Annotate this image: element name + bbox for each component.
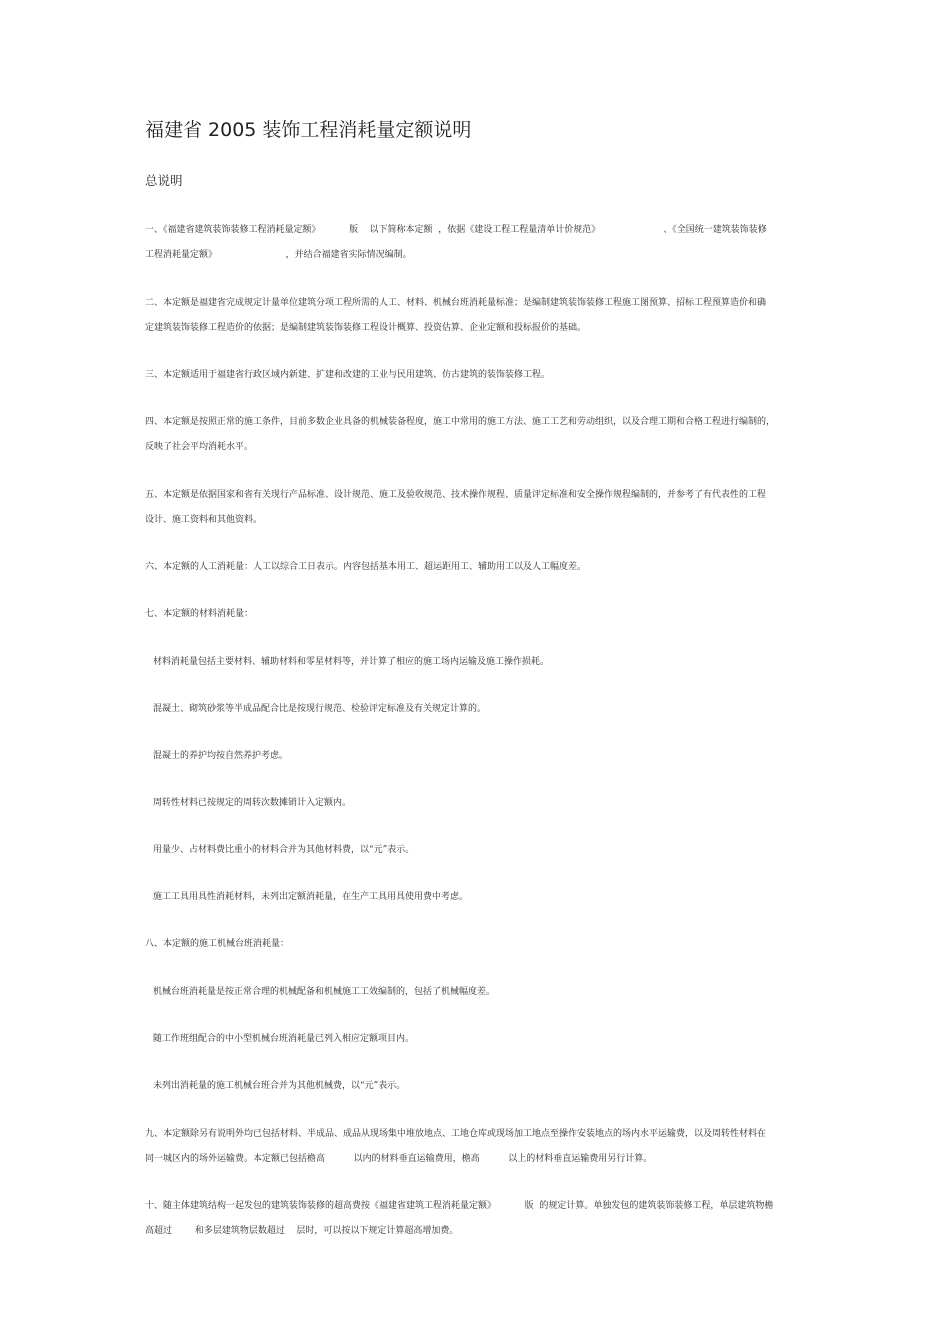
paragraph-line: 六、本定额的人工消耗量：人工以综合工日表示。内容包括基本用工、超运距用工、辅助用工以及人工幅度差。 [145,562,587,572]
paragraph-line: 一、《福建省建筑装饰装修工程消耗量定额》 版 以下简称本定额 ，依据《建设工程工程量清单计价规范》 、《全国统一建筑装饰装修 [145,225,767,235]
list-item: 用量少、占材料费比重小的材料合并为其他材料费，以“元”表示。 [153,845,415,855]
paragraph-line: 七、本定额的材料消耗量： [145,609,254,619]
section-heading: 总说明 [145,173,183,188]
paragraph-line: 九、本定额除另有说明外均已包括材料、半成品、成品从现场集中堆放地点、工地仓库或现场加工地点至操作安装地点的场内水平运输费，以及周转性材料在 [145,1129,767,1139]
paragraph-line: 高超过 和多层建筑物层数超过 层时，可以按以下规定计算超高增加费。 [145,1226,459,1236]
list-item: 周转性材料已按规定的周转次数摊销计入定额内。 [153,798,352,808]
paragraph-line: 定建筑装饰装修工程造价的依据；是编制建筑装饰装修工程设计概算、投资估算、企业定额和投标报价的基础。 [145,323,587,333]
paragraph-line: 二、本定额是福建省完成规定计量单位建筑分项工程所需的人工、材料、机械台班消耗量标准；是编制建筑装饰装修工程施工图预算、招标工程预算造价和确 [145,298,767,308]
list-item: 混凝土、砌筑砂浆等半成品配合比是按现行规范、检验评定标准及有关规定计算的。 [153,704,487,714]
paragraph-line: 同一城区内的场外运输费。本定额已包括檐高 以内的材料垂直运输费用，檐高 以上的材料垂直运输费用另行计算。 [145,1154,653,1164]
list-item: 未列出消耗量的施工机械台班合并为其他机械费，以“元”表示。 [153,1081,406,1091]
paragraph-line: 四、本定额是按照正常的施工条件，目前多数企业具备的机械装备程度，施工中常用的施工方法、施工工艺和劳动组织，以及合理工期和合格工程进行编制的， [145,417,776,427]
paragraph-line: 设计、施工资料和其他资料。 [145,515,263,525]
paragraph-line: 三、本定额适用于福建省行政区域内新建、扩建和改建的工业与民用建筑、仿古建筑的装饰装修工程。 [145,370,551,380]
list-item: 施工工具用具性消耗材料，未列出定额消耗量，在生产工具用具使用费中考虑。 [153,892,469,902]
list-item: 材料消耗量包括主要材料、辅助材料和零星材料等，并计算了相应的施工场内运输及施工操作损耗。 [153,657,550,667]
paragraph-line: 反映了社会平均消耗水平。 [145,442,254,452]
paragraph-line: 十、随主体建筑结构一起发包的建筑装饰装修的超高费按《福建省建筑工程消耗量定额》 版 的规定计算。单独发包的建筑装饰装修工程，单层建筑物檐 [145,1201,774,1211]
paragraph-line: 工程消耗量定额》 ，并结合福建省实际情况编制。 [145,250,412,260]
paragraph-line: 八、本定额的施工机械台班消耗量： [145,939,290,949]
list-item: 混凝土的养护均按自然养护考虑。 [153,751,289,761]
list-item: 机械台班消耗量是按正常合理的机械配备和机械施工工效编制的，包括了机械幅度差。 [153,987,496,997]
paragraph-line: 五、本定额是依据国家和省有关现行产品标准、设计规范、施工及验收规范、技术操作规程、质量评定标准和安全操作规程编制的，并参考了有代表性的工程 [145,490,767,500]
document-title: 福建省 2005 装饰工程消耗量定额说明 [145,119,472,141]
list-item: 随工作班组配合的中小型机械台班消耗量已列入相应定额项目内。 [153,1034,415,1044]
